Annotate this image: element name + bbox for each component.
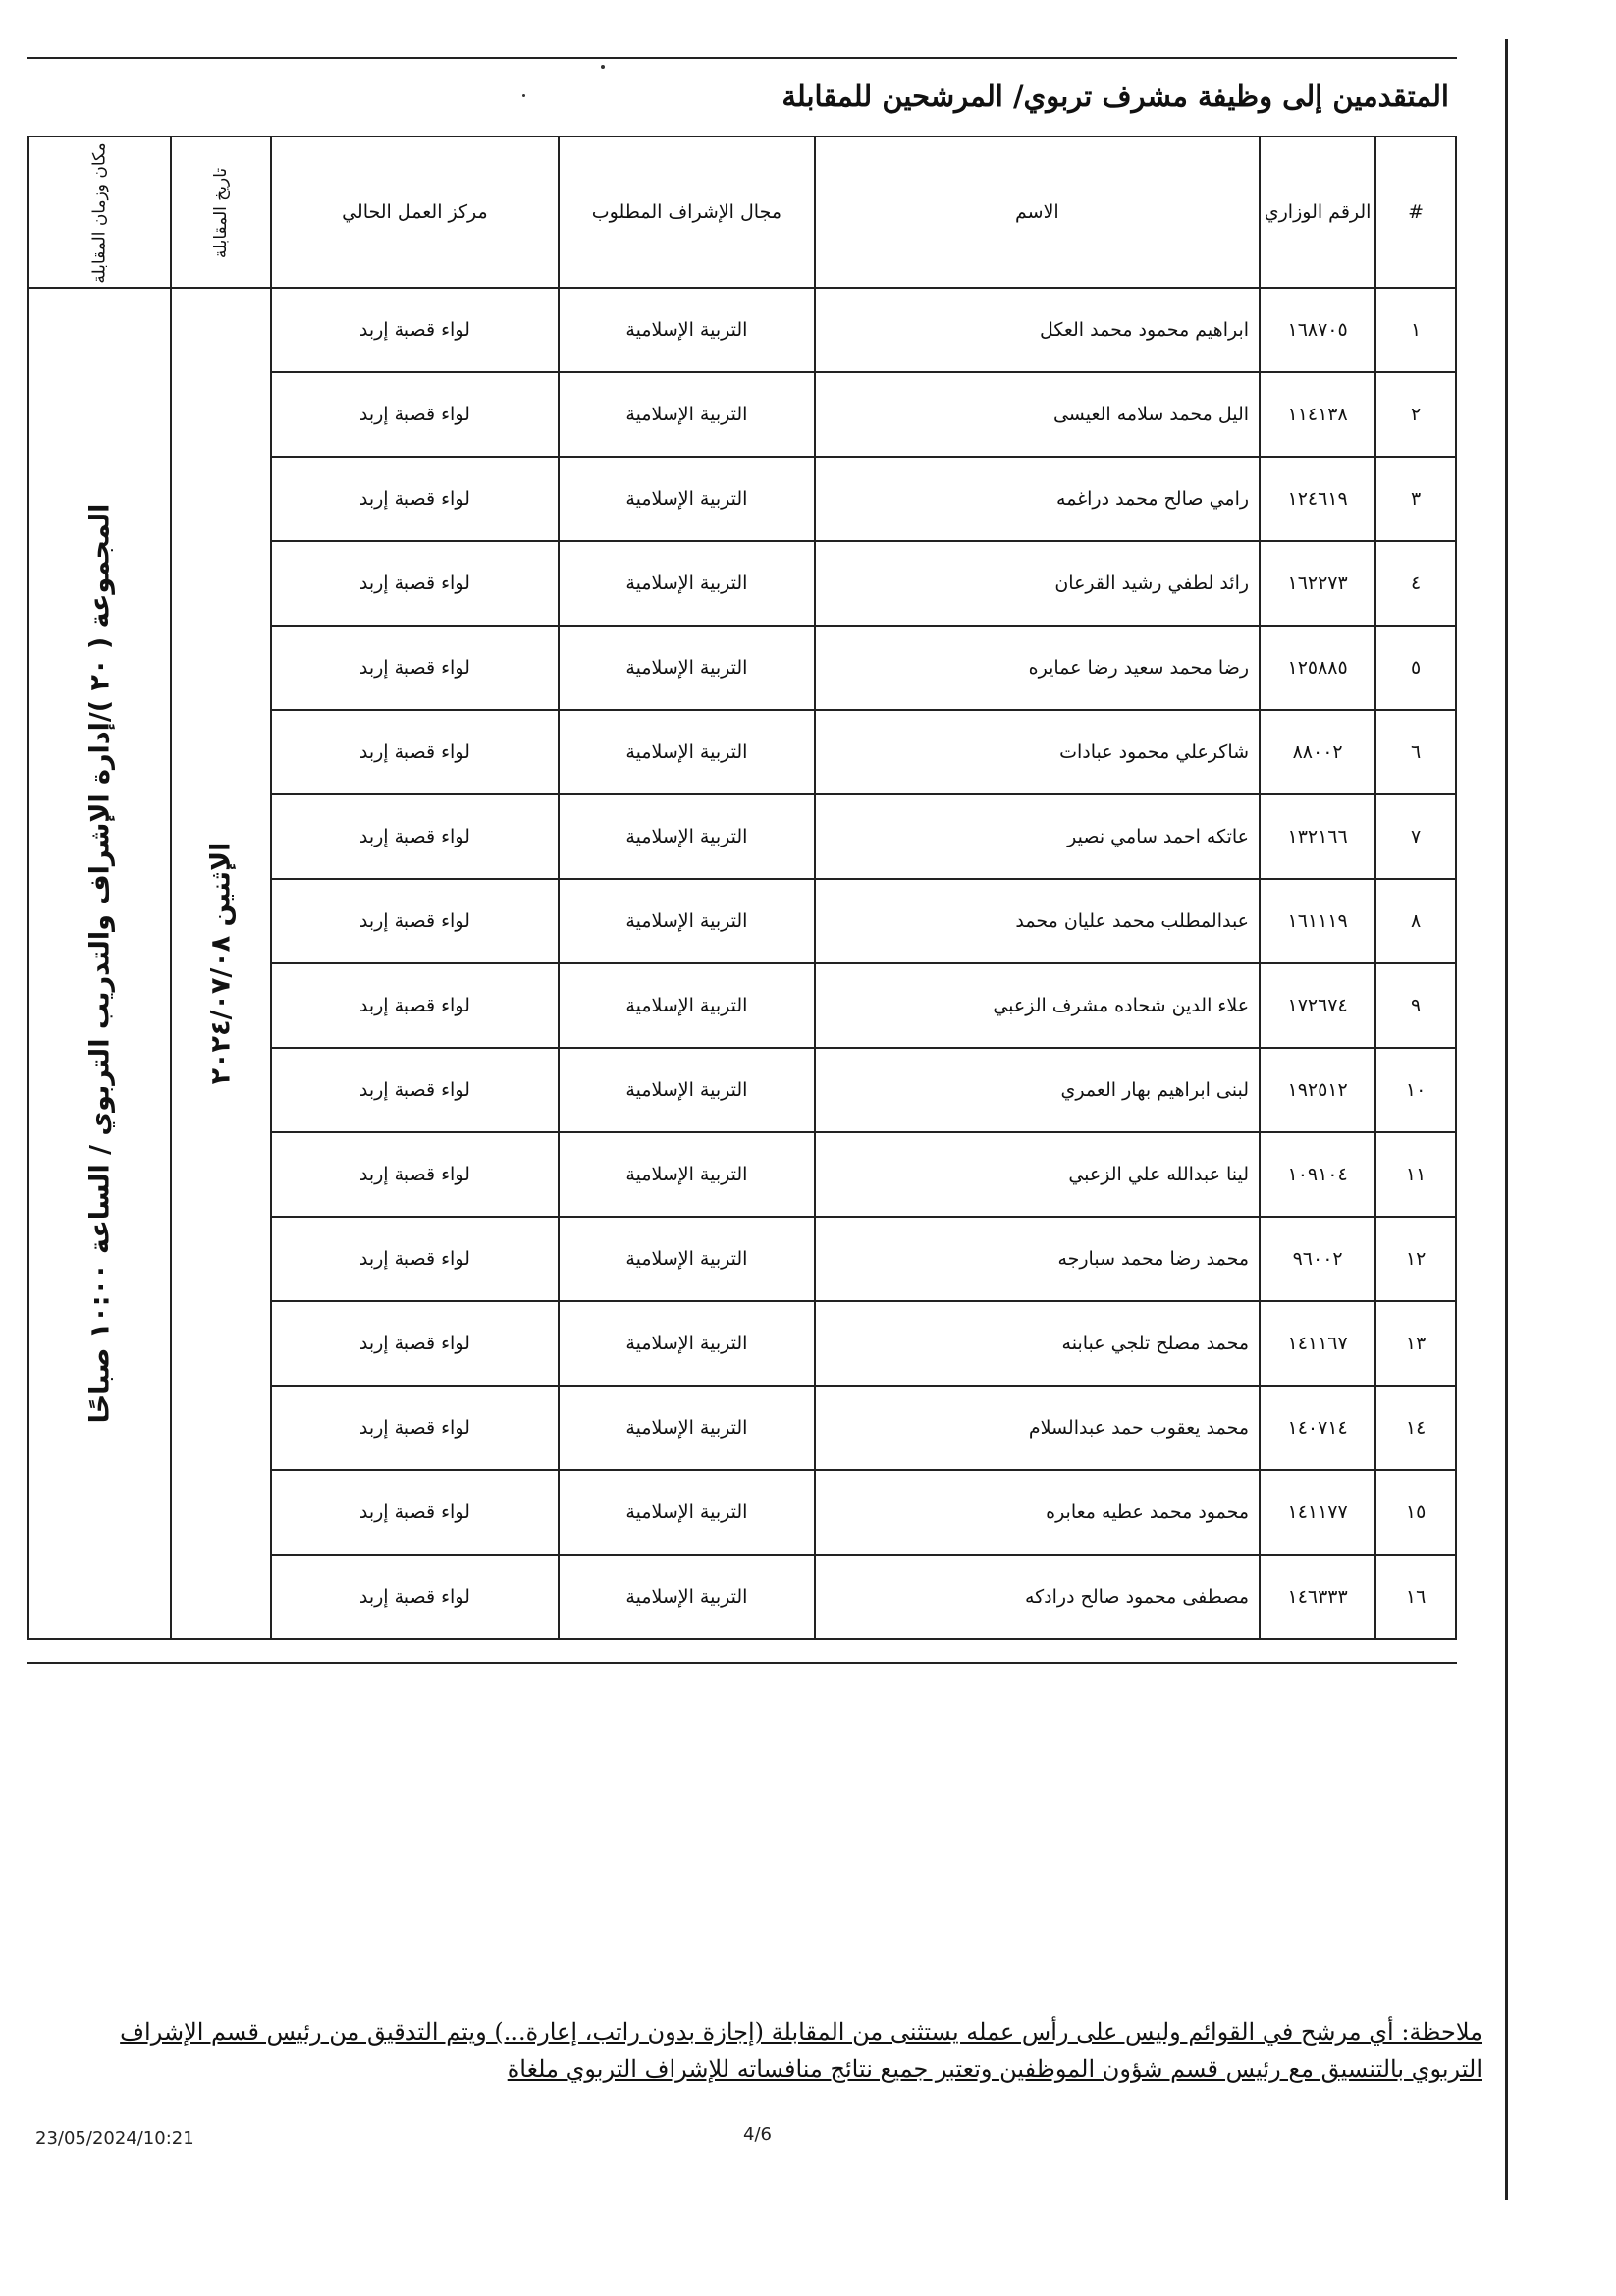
- header-interview-date: [171, 137, 270, 288]
- cell-ministry-id: ١٦٨٧٠٥: [1260, 288, 1375, 372]
- interview-date-value: الإثنين ٢٠٢٤/٠٧/٠٨: [205, 842, 237, 1085]
- cell-name: لبنى ابراهيم بهار العمري: [815, 1048, 1260, 1132]
- cell-ministry-id: ١٣٢١٦٦: [1260, 794, 1375, 879]
- cell-name: عبدالمطلب محمد عليان محمد: [815, 879, 1260, 963]
- cell-ministry-id: ١٦٢٢٧٣: [1260, 541, 1375, 626]
- cell-name: اليل محمد سلامه العيسى: [815, 372, 1260, 457]
- header-interview-date-label: تاريخ المقابلة: [210, 167, 231, 259]
- cell-ministry-id: ١٢٥٨٨٥: [1260, 626, 1375, 710]
- cell-num: ٥: [1375, 626, 1456, 710]
- cell-workplace: لواء قصبة إربد: [271, 794, 559, 879]
- cell-field: التربية الإسلامية: [559, 879, 815, 963]
- scan-edge-line: [1505, 39, 1508, 2200]
- cell-field: التربية الإسلامية: [559, 1555, 815, 1639]
- table-header-row: [28, 137, 1456, 288]
- title-row: [27, 59, 1457, 134]
- table-row: [28, 288, 1456, 372]
- header-interview-place-time-label: مكان وزمان المقابلة: [89, 142, 110, 284]
- cell-workplace: لواء قصبة إربد: [271, 372, 559, 457]
- cell-field: التربية الإسلامية: [559, 794, 815, 879]
- cell-field: التربية الإسلامية: [559, 1132, 815, 1217]
- cell-num: ١٣: [1375, 1301, 1456, 1386]
- header-interview-place-time: [28, 137, 171, 288]
- cell-name: رامي صالح محمد دراغمه: [815, 457, 1260, 541]
- cell-workplace: لواء قصبة إربد: [271, 1555, 559, 1639]
- header-ministry-id: الرقم الوزاري: [1260, 137, 1375, 288]
- candidates-table: [27, 136, 1457, 1640]
- header-name: الاسم: [815, 137, 1260, 288]
- table-body: [28, 288, 1456, 1639]
- cell-name: علاء الدين شحاده مشرف الزعبي: [815, 963, 1260, 1048]
- cell-num: ١: [1375, 288, 1456, 372]
- note-span: ملاحظة: أي مرشح في القوائم وليس على رأس عمله يستثنى من المقابلة (إجازة بدون راتب، إعارة...) ويتم التدقيق من رئيس قسم الإشراف التربوي بالتنسيق مع رئيس قسم شؤون الموظفين وتعتبر جميع نتائج منافساته للإشراف التربوي ملغاة: [120, 2018, 1482, 2083]
- interview-group-value: المجموعة ( ٢٠ )/إدارة الإشراف والتدريب التربوي / الساعة ١٠:٠٠ صباحًا: [84, 503, 116, 1424]
- cell-ministry-id: ١١٤١٣٨: [1260, 372, 1375, 457]
- cell-ministry-id: ٨٨٠٠٢: [1260, 710, 1375, 794]
- cell-ministry-id: ١٩٢٥١٢: [1260, 1048, 1375, 1132]
- cell-num: ١٠: [1375, 1048, 1456, 1132]
- interview-place-time-cell: [28, 288, 171, 1639]
- cell-field: التربية الإسلامية: [559, 1301, 815, 1386]
- cell-ministry-id: ١٤١١٧٧: [1260, 1470, 1375, 1555]
- cell-name: محمد يعقوب حمد عبدالسلام: [815, 1386, 1260, 1470]
- cell-num: ٦: [1375, 710, 1456, 794]
- cell-workplace: لواء قصبة إربد: [271, 963, 559, 1048]
- cell-field: التربية الإسلامية: [559, 372, 815, 457]
- cell-num: ١٦: [1375, 1555, 1456, 1639]
- cell-ministry-id: ٩٦٠٠٢: [1260, 1217, 1375, 1301]
- header-num: #: [1375, 137, 1456, 288]
- cell-name: مصطفى محمود صالح درادكه: [815, 1555, 1260, 1639]
- cell-name: شاكرعلي محمود عبادات: [815, 710, 1260, 794]
- cell-num: ٨: [1375, 879, 1456, 963]
- cell-num: ٣: [1375, 457, 1456, 541]
- cell-name: محمد مصلح تلجي عبابنه: [815, 1301, 1260, 1386]
- cell-name: لينا عبدالله علي الزعبي: [815, 1132, 1260, 1217]
- cell-workplace: لواء قصبة إربد: [271, 879, 559, 963]
- cell-name: رائد لطفي رشيد القرعان: [815, 541, 1260, 626]
- header-field: مجال الإشراف المطلوب: [559, 137, 815, 288]
- cell-num: ٢: [1375, 372, 1456, 457]
- cell-workplace: لواء قصبة إربد: [271, 710, 559, 794]
- cell-num: ٩: [1375, 963, 1456, 1048]
- cell-field: التربية الإسلامية: [559, 288, 815, 372]
- page-title: المتقدمين إلى وظيفة مشرف تربوي/ المرشحين للمقابلة: [781, 80, 1449, 113]
- cell-field: التربية الإسلامية: [559, 457, 815, 541]
- cell-field: التربية الإسلامية: [559, 626, 815, 710]
- cell-field: التربية الإسلامية: [559, 710, 815, 794]
- cell-num: ٤: [1375, 541, 1456, 626]
- cell-num: ٧: [1375, 794, 1456, 879]
- cell-workplace: لواء قصبة إربد: [271, 1048, 559, 1132]
- cell-field: التربية الإسلامية: [559, 1386, 815, 1470]
- cell-workplace: لواء قصبة إربد: [271, 541, 559, 626]
- cell-ministry-id: ١٠٩١٠٤: [1260, 1132, 1375, 1217]
- cell-workplace: لواء قصبة إربد: [271, 1301, 559, 1386]
- cell-num: ١٢: [1375, 1217, 1456, 1301]
- cell-name: محمود محمد عطيه معابره: [815, 1470, 1260, 1555]
- cell-num: ١١: [1375, 1132, 1456, 1217]
- cell-num: ١٥: [1375, 1470, 1456, 1555]
- cell-workplace: لواء قصبة إربد: [271, 1386, 559, 1470]
- cell-workplace: لواء قصبة إربد: [271, 457, 559, 541]
- cell-ministry-id: ١٢٤٦١٩: [1260, 457, 1375, 541]
- cell-name: محمد رضا محمد سبارجه: [815, 1217, 1260, 1301]
- cell-ministry-id: ١٤٦٣٣٣: [1260, 1555, 1375, 1639]
- cell-field: التربية الإسلامية: [559, 963, 815, 1048]
- cell-ministry-id: ١٧٢٦٧٤: [1260, 963, 1375, 1048]
- cell-ministry-id: ١٤٠٧١٤: [1260, 1386, 1375, 1470]
- cell-name: ابراهيم محمود محمد العكل: [815, 288, 1260, 372]
- footer-timestamp: 23/05/2024/10:21: [35, 2128, 194, 2149]
- footer-page-number: 4/6: [743, 2124, 772, 2145]
- cell-workplace: لواء قصبة إربد: [271, 288, 559, 372]
- cell-workplace: لواء قصبة إربد: [271, 1132, 559, 1217]
- interview-date-cell: [171, 288, 270, 1639]
- cell-name: عاتكه احمد سامي نصير: [815, 794, 1260, 879]
- cell-field: التربية الإسلامية: [559, 1048, 815, 1132]
- cell-ministry-id: ١٦١١١٩: [1260, 879, 1375, 963]
- note-text: [69, 2013, 1482, 2088]
- cell-workplace: لواء قصبة إربد: [271, 626, 559, 710]
- cell-ministry-id: ١٤١١٦٧: [1260, 1301, 1375, 1386]
- header-workplace: مركز العمل الحالي: [271, 137, 559, 288]
- cell-workplace: لواء قصبة إربد: [271, 1217, 559, 1301]
- cell-field: التربية الإسلامية: [559, 541, 815, 626]
- cell-workplace: لواء قصبة إربد: [271, 1470, 559, 1555]
- cell-num: ١٤: [1375, 1386, 1456, 1470]
- cell-name: رضا محمد سعيد رضا عمايره: [815, 626, 1260, 710]
- cell-field: التربية الإسلامية: [559, 1470, 815, 1555]
- cell-field: التربية الإسلامية: [559, 1217, 815, 1301]
- candidate-sheet: [27, 57, 1457, 1664]
